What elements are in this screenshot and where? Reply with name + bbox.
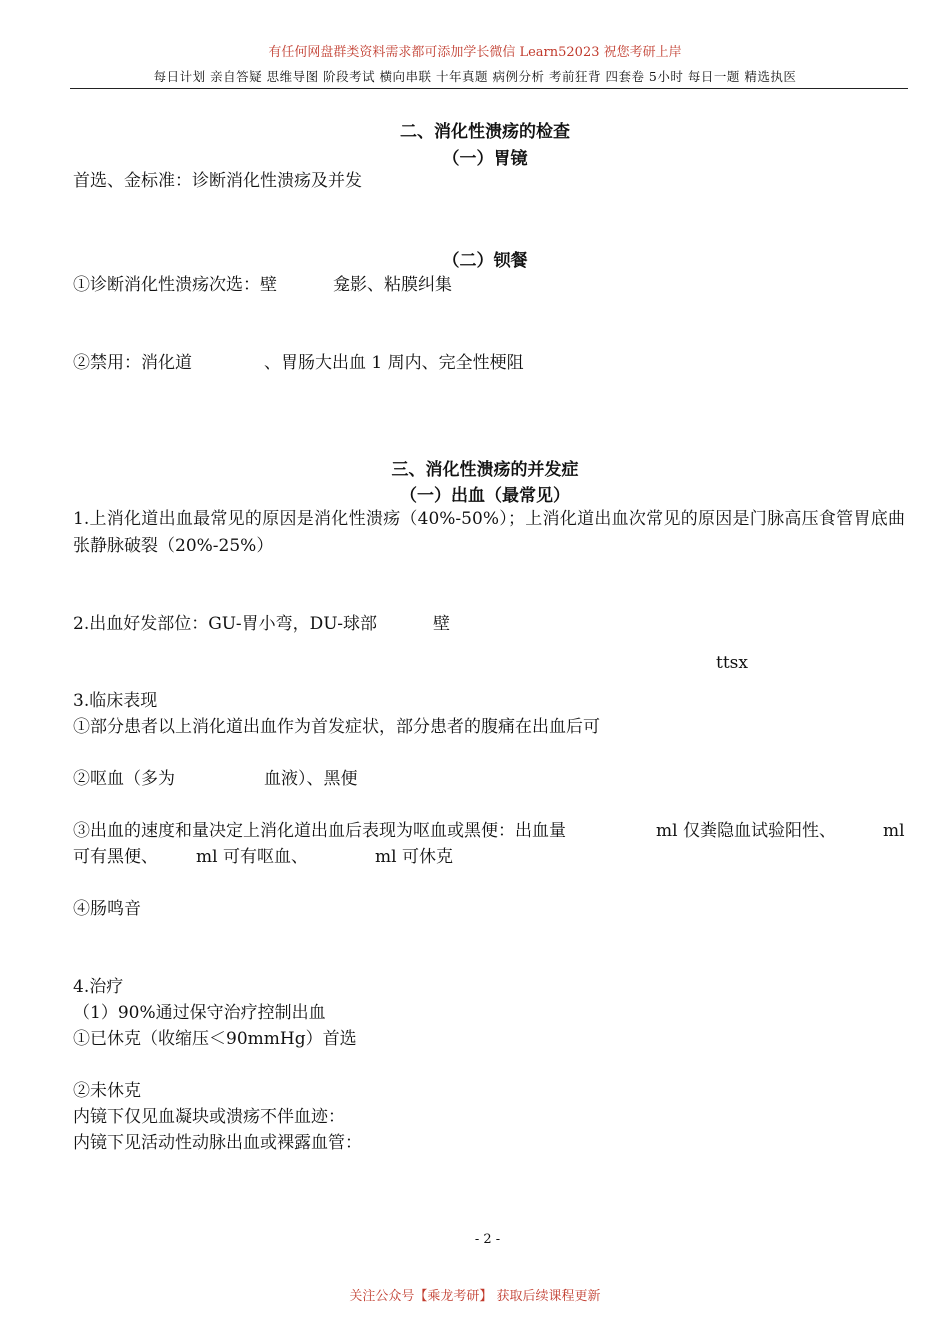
section3-p4-2: ①已休克（收缩压＜90mmHg）首选	[73, 1029, 357, 1049]
section3-p3-1: ①部分患者以上消化道出血作为首发症状，部分患者的腹痛在出血后可	[73, 717, 600, 737]
section3-title: 三、消化性溃疡的并发症	[391, 460, 579, 480]
section2-sub1-title: （一）胃镜	[442, 149, 528, 169]
section3-p3-2a: ②呕血（多为	[73, 769, 175, 789]
section3-p3-4: ④肠鸣音	[73, 899, 141, 919]
section3-p3-3e: ml 可有呕血、	[196, 847, 308, 867]
section3-p3-title: 3.临床表现	[73, 691, 158, 711]
section2-sub2-line2b: 、胃肠大出血 1 周内、完全性梗阻	[264, 353, 524, 373]
nav-strip: 每日计划 亲自答疑 思维导图 阶段考试 横向串联 十年真题 病例分析 考前狂背 四套卷 5小时 每日一题 精选执医	[153, 69, 797, 84]
section2-sub1-line1: 首选、金标准：诊断消化性溃疡及并发	[73, 171, 362, 191]
section3-p3-2b: 血液）、黑便	[264, 769, 358, 789]
section3-p3-3f: ml 可休克	[375, 847, 453, 867]
top-banner: 有任何网盘群类资料需求都可添加学长微信 Learn52023 祝您考研上岸	[268, 45, 682, 60]
section3-p1: 1.上消化道出血最常见的原因是消化性溃疡（40%-50%）；上消化道出血次常见的原因是门脉高压食管胃底曲张静脉破裂（20%-25%）	[73, 509, 905, 556]
header-rule	[70, 88, 908, 89]
section2-sub2-title: （二）钡餐	[442, 251, 528, 271]
section3-p4-1: （1）90%通过保守治疗控制出血	[73, 1003, 326, 1023]
section3-p3-3c: ml	[883, 821, 905, 841]
section3-p4-title: 4.治疗	[73, 977, 124, 997]
section3-p2b: 壁	[433, 614, 450, 634]
section3-p2a: 2.出血好发部位：GU-胃小弯，DU-球部	[73, 614, 377, 634]
section2-sub2-line2a: ②禁用：消化道	[73, 353, 192, 373]
section2-sub2-line1a: ①诊断消化性溃疡次选：壁	[73, 275, 277, 295]
section3-p4-3: ②未休克	[73, 1081, 141, 1101]
stray-text: ttsx	[716, 653, 748, 673]
section2-title: 二、消化性溃疡的检查	[400, 122, 570, 142]
section3-p3-3a: ③出血的速度和量决定上消化道出血后表现为呕血或黑便：出血量	[73, 821, 566, 841]
section2-sub2-line1b: 龛影、粘膜纠集	[333, 275, 452, 295]
section3-sub1-title: （一）出血（最常见）	[400, 486, 570, 506]
section3-p4-4: 内镜下仅见血凝块或溃疡不伴血迹：	[73, 1107, 345, 1127]
section3-p3-3d: 可有黑便、	[73, 847, 158, 867]
section3-p4-5: 内镜下见活动性动脉出血或裸露血管：	[73, 1133, 362, 1153]
page-number: - 2 -	[474, 1232, 501, 1247]
section3-p3-3b: ml 仅粪隐血试验阳性、	[656, 821, 836, 841]
bottom-banner: 关注公众号【乘龙考研】 获取后续课程更新	[349, 1289, 601, 1304]
